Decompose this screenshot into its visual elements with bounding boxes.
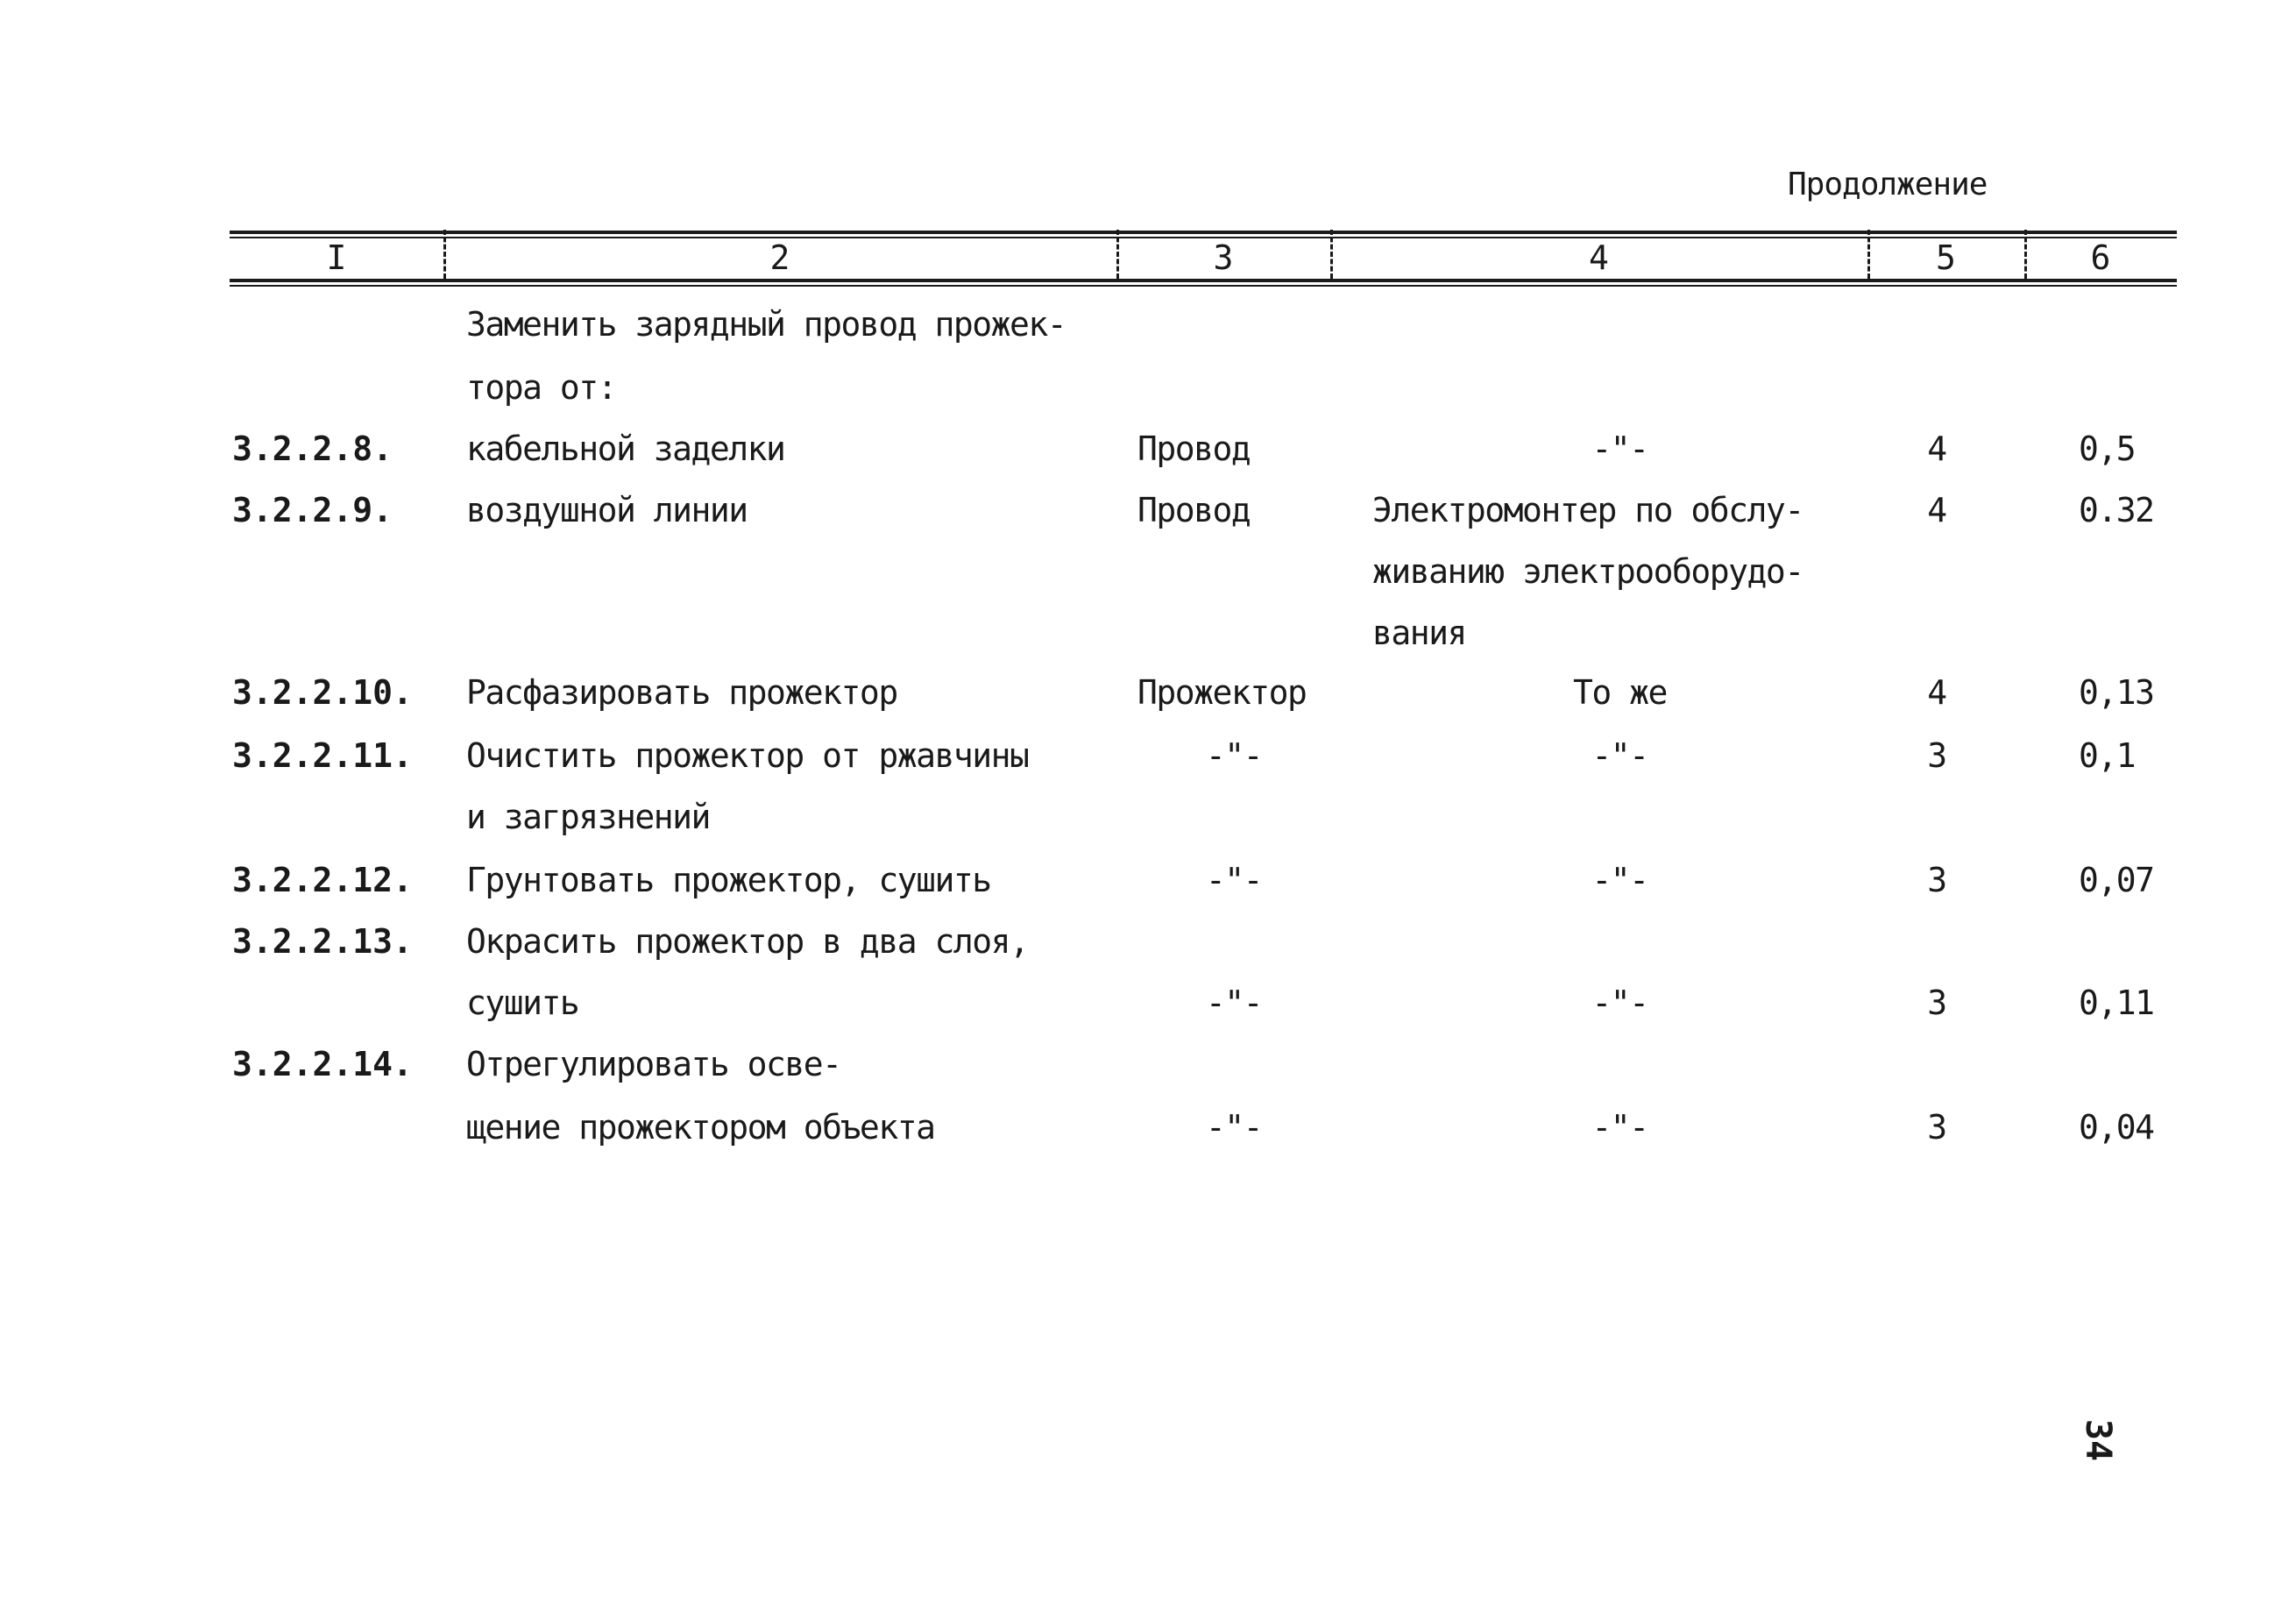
table-cell-object: -"-: [1205, 736, 1263, 775]
table-cell-performer: -"-: [1591, 1108, 1648, 1147]
header-col-5: 5: [1936, 238, 1956, 277]
continuation-label: Продолжение: [1788, 167, 1988, 202]
header-col-6: 6: [2090, 238, 2111, 277]
table-cell-description: Грунтовать прожектор, сушить: [466, 861, 991, 899]
table-cell-object: -"-: [1205, 984, 1263, 1022]
table-cell-description: Заменить зарядный провод прожек-: [466, 305, 1067, 344]
table-cell-object: -"-: [1205, 1108, 1263, 1147]
table-cell-object: Прожектор: [1137, 673, 1307, 712]
table-cell-description: щение прожектором объекта: [466, 1108, 935, 1147]
table-cell-norm: 0,5: [2079, 430, 2136, 468]
table-cell-norm: 0,1: [2079, 736, 2136, 775]
table-cell-description: воздушной линии: [466, 491, 748, 529]
table-cell-description: тора от:: [466, 368, 617, 407]
table-cell-description: Отрегулировать осве-: [466, 1045, 841, 1083]
table-cell-code: 3.2.2.13.: [232, 922, 413, 961]
header-bottom-rule-inner: [230, 285, 2177, 287]
table-cell-description: кабельной заделки: [466, 430, 785, 468]
header-top-rule: [230, 231, 2177, 234]
table-cell-code: 3.2.2.8.: [232, 430, 393, 468]
table-cell-object: Провод: [1137, 430, 1251, 468]
table-cell-description: и загрязнений: [466, 798, 710, 836]
table-cell-code: 3.2.2.11.: [232, 736, 413, 775]
table-cell-description: Окрасить прожектор в два слоя,: [466, 922, 1029, 961]
table-cell-performer: То же: [1573, 673, 1667, 712]
table-cell-performer: Электромонтер по обслу-: [1372, 491, 1803, 529]
table-cell-norm: 0.32: [2079, 491, 2154, 529]
header-bottom-rule: [230, 279, 2177, 282]
table-cell-norm: 0,04: [2079, 1108, 2154, 1147]
table-cell-norm: 0,13: [2079, 673, 2154, 712]
header-col-3: 3: [1213, 238, 1234, 277]
table-cell-code: 3.2.2.14.: [232, 1045, 413, 1083]
table-cell-performer: вания: [1372, 614, 1466, 652]
table-cell-grade: 4: [1927, 673, 1946, 712]
table-cell-norm: 0,11: [2079, 984, 2154, 1022]
table-cell-grade: 4: [1927, 491, 1946, 529]
header-col-2: 2: [769, 238, 790, 277]
table-cell-grade: 3: [1927, 1108, 1946, 1147]
table-cell-performer: -"-: [1591, 861, 1648, 899]
header-col-1: I: [326, 238, 347, 277]
table-cell-description: Расфазировать прожектор: [466, 673, 897, 712]
table-cell-performer: -"-: [1591, 984, 1648, 1022]
table-cell-performer: -"-: [1591, 736, 1648, 775]
table-cell-code: 3.2.2.9.: [232, 491, 393, 529]
table-cell-performer: -"-: [1591, 430, 1648, 468]
header-col-4: 4: [1589, 238, 1609, 277]
table-cell-grade: 3: [1927, 861, 1946, 899]
table-cell-description: сушить: [466, 984, 579, 1022]
table-cell-object: Провод: [1137, 491, 1251, 529]
table-cell-code: 3.2.2.12.: [232, 861, 413, 899]
table-cell-grade: 3: [1927, 984, 1946, 1022]
table-cell-norm: 0,07: [2079, 861, 2154, 899]
table-cell-grade: 4: [1927, 430, 1946, 468]
table-cell-performer: живанию электрооборудо-: [1372, 552, 1803, 591]
table-cell-grade: 3: [1927, 736, 1946, 775]
table-cell-object: -"-: [1205, 861, 1263, 899]
page-number: 34: [2078, 1418, 2119, 1462]
table-cell-description: Очистить прожектор от ржавчины: [466, 736, 1029, 775]
table-cell-code: 3.2.2.10.: [232, 673, 413, 712]
